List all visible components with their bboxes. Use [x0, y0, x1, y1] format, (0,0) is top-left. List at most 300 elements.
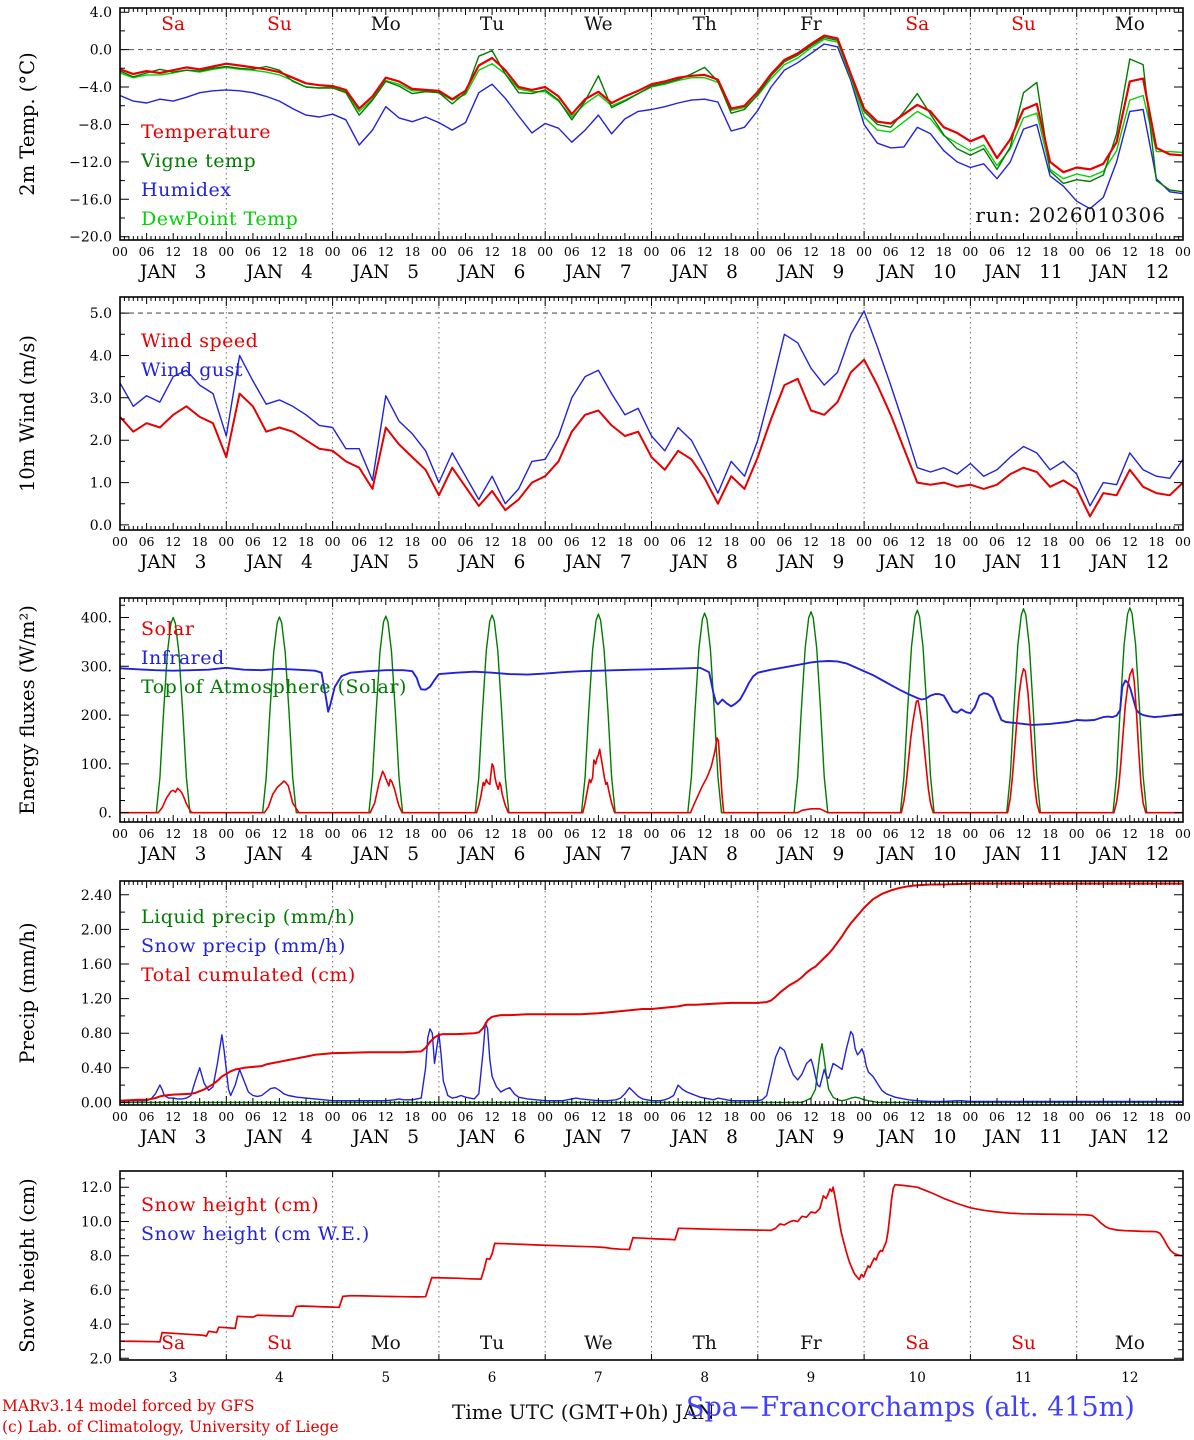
svg-text:12.0: 12.0	[80, 1180, 112, 1197]
y-tick-labels	[81, 611, 112, 822]
svg-text:18: 18	[191, 534, 208, 549]
svg-text:00: 00	[962, 826, 979, 841]
svg-text:12: 12	[1015, 826, 1032, 841]
svg-text:10.0: 10.0	[80, 1214, 112, 1231]
legend-item-wind-speed: Wind speed	[141, 330, 259, 352]
svg-text:JAN 10: JAN 10	[878, 262, 957, 283]
svg-text:JAN 4: JAN 4	[246, 1127, 313, 1148]
svg-text:00: 00	[643, 826, 660, 841]
svg-text:06: 06	[351, 244, 368, 259]
day-gridlines	[226, 8, 1076, 240]
svg-text:00: 00	[218, 534, 235, 549]
svg-text:JAN 10: JAN 10	[878, 552, 957, 573]
svg-text:−4.0: −4.0	[78, 80, 112, 97]
svg-text:12: 12	[484, 1109, 501, 1124]
legend-item-dewpoint-temp: DewPoint Temp	[141, 208, 299, 230]
svg-text:06: 06	[989, 244, 1005, 259]
svg-text:18: 18	[1042, 826, 1059, 841]
svg-text:00: 00	[749, 1109, 766, 1124]
svg-text:Tu: Tu	[479, 14, 505, 35]
svg-text:06: 06	[138, 244, 155, 259]
svg-text:18: 18	[1042, 1109, 1059, 1124]
svg-text:12: 12	[696, 826, 713, 841]
svg-text:00: 00	[749, 534, 766, 549]
svg-text:00: 00	[430, 826, 447, 841]
svg-text:18: 18	[1148, 826, 1165, 841]
svg-text:JAN 8: JAN 8	[671, 844, 738, 865]
svg-text:18: 18	[191, 244, 208, 259]
hour-labels	[112, 534, 1191, 549]
svg-text:JAN 3: JAN 3	[139, 552, 207, 573]
svg-text:JAN 8: JAN 8	[671, 1127, 738, 1148]
svg-text:06: 06	[1095, 826, 1112, 841]
svg-text:0.80: 0.80	[80, 1026, 112, 1043]
svg-text:06: 06	[670, 244, 687, 259]
y-axis-title-energy-fluxes: Energy fluxes (W/m²)	[16, 605, 39, 815]
svg-text:18: 18	[723, 244, 740, 259]
svg-text:00: 00	[856, 1109, 873, 1124]
svg-text:18: 18	[510, 244, 527, 259]
svg-text:2.00: 2.00	[80, 922, 112, 939]
svg-text:18: 18	[1042, 244, 1059, 259]
svg-text:18: 18	[616, 826, 633, 841]
svg-text:00: 00	[537, 244, 554, 259]
svg-text:06: 06	[457, 534, 474, 549]
svg-text:12: 12	[1121, 1109, 1138, 1124]
svg-text:00: 00	[112, 244, 128, 259]
svg-text:06: 06	[351, 1109, 368, 1124]
legend-item-vigne-temp: Vigne temp	[141, 150, 257, 172]
svg-text:06: 06	[457, 826, 474, 841]
svg-text:00: 00	[962, 534, 979, 549]
svg-text:00: 00	[112, 826, 128, 841]
day-date-labels	[138, 1127, 1169, 1148]
legend-snow-height	[141, 1191, 370, 1249]
svg-text:12: 12	[909, 244, 926, 259]
svg-text:18: 18	[404, 1109, 421, 1124]
y-tick-labels	[81, 888, 112, 1112]
svg-text:00: 00	[856, 534, 873, 549]
svg-text:00: 00	[643, 534, 660, 549]
svg-text:12: 12	[377, 534, 394, 549]
svg-text:06: 06	[244, 534, 261, 549]
svg-text:Su: Su	[267, 1333, 292, 1354]
svg-text:JAN 11: JAN 11	[984, 844, 1063, 865]
svg-text:300.: 300.	[80, 659, 112, 676]
svg-text:12: 12	[590, 244, 607, 259]
svg-text:12: 12	[165, 534, 182, 549]
svg-text:12: 12	[1015, 534, 1032, 549]
svg-text:4: 4	[275, 1370, 284, 1386]
legend-item-total-cumulated: Total cumulated (cm)	[141, 964, 356, 986]
svg-text:00: 00	[218, 826, 235, 841]
svg-text:00: 00	[749, 244, 766, 259]
svg-text:00: 00	[1068, 244, 1085, 259]
svg-text:−8.0: −8.0	[78, 117, 112, 134]
weekday-labels	[161, 14, 1145, 35]
svg-text:18: 18	[829, 244, 846, 259]
svg-text:JAN 6: JAN 6	[458, 844, 526, 865]
legend-item-snow-precip: Snow precip (mm/h)	[141, 935, 346, 957]
svg-text:00: 00	[430, 534, 447, 549]
svg-text:JAN 6: JAN 6	[458, 262, 526, 283]
svg-text:18: 18	[723, 826, 740, 841]
svg-text:00: 00	[962, 1109, 979, 1124]
svg-text:00: 00	[1175, 534, 1191, 549]
svg-text:0.40: 0.40	[80, 1060, 112, 1077]
svg-text:3: 3	[168, 1370, 178, 1386]
svg-text:JAN 9: JAN 9	[777, 552, 845, 573]
svg-text:12: 12	[909, 534, 926, 549]
svg-text:18: 18	[935, 534, 952, 549]
svg-text:12: 12	[1015, 1109, 1032, 1124]
svg-text:18: 18	[510, 1109, 527, 1124]
svg-text:Tu: Tu	[479, 1333, 505, 1354]
day-date-labels	[138, 262, 1169, 283]
day-date-labels	[138, 552, 1169, 573]
y-tick-labels	[81, 1180, 112, 1367]
svg-text:6.0: 6.0	[89, 1282, 112, 1299]
svg-text:12: 12	[802, 826, 819, 841]
svg-text:−12.0: −12.0	[69, 154, 112, 171]
svg-text:18: 18	[723, 534, 740, 549]
svg-text:18: 18	[510, 826, 527, 841]
svg-text:−20.0: −20.0	[69, 229, 112, 246]
svg-text:00: 00	[1068, 534, 1085, 549]
svg-text:00: 00	[856, 244, 873, 259]
svg-text:12: 12	[271, 826, 288, 841]
svg-text:06: 06	[138, 1109, 155, 1124]
legend-item-humidex: Humidex	[141, 179, 232, 201]
svg-text:JAN 9: JAN 9	[777, 262, 845, 283]
svg-text:00: 00	[324, 534, 341, 549]
svg-text:Su: Su	[1011, 14, 1036, 35]
svg-text:18: 18	[935, 1109, 952, 1124]
svg-text:06: 06	[776, 826, 793, 841]
svg-text:12: 12	[165, 244, 182, 259]
svg-text:06: 06	[563, 534, 580, 549]
svg-text:Th: Th	[692, 1333, 717, 1354]
svg-text:18: 18	[935, 826, 952, 841]
svg-text:10: 10	[908, 1370, 926, 1386]
svg-text:06: 06	[882, 244, 899, 259]
svg-text:00: 00	[1068, 1109, 1085, 1124]
svg-text:12: 12	[271, 244, 288, 259]
svg-text:06: 06	[457, 1109, 474, 1124]
svg-text:06: 06	[563, 244, 580, 259]
svg-text:18: 18	[723, 1109, 740, 1124]
svg-text:2.40: 2.40	[80, 887, 112, 904]
svg-text:12: 12	[802, 244, 819, 259]
legend-item-snow-height-we: Snow height (cm W.E.)	[141, 1223, 370, 1245]
svg-text:06: 06	[989, 534, 1005, 549]
svg-text:18: 18	[298, 244, 314, 259]
svg-text:00: 00	[1175, 1109, 1191, 1124]
y-axis-title-snow-height: Snow height (cm)	[16, 1178, 39, 1353]
svg-text:Mo: Mo	[370, 1333, 401, 1354]
svg-text:18: 18	[404, 534, 421, 549]
svg-text:06: 06	[989, 826, 1005, 841]
svg-text:18: 18	[191, 826, 208, 841]
svg-text:12: 12	[696, 244, 713, 259]
y-tick-labels	[90, 306, 112, 534]
svg-text:18: 18	[616, 534, 633, 549]
svg-text:18: 18	[829, 826, 846, 841]
svg-text:00: 00	[856, 826, 873, 841]
svg-text:4.0: 4.0	[89, 1317, 112, 1334]
svg-text:06: 06	[138, 534, 155, 549]
svg-text:12: 12	[909, 1109, 926, 1124]
svg-text:JAN 7: JAN 7	[565, 552, 632, 573]
svg-text:18: 18	[1148, 244, 1165, 259]
hour-labels	[112, 244, 1191, 259]
model-credit-line1: MARv3.14 model forced by GFS	[2, 1397, 255, 1415]
svg-text:06: 06	[670, 1109, 687, 1124]
svg-text:00: 00	[112, 534, 128, 549]
svg-text:12: 12	[1121, 534, 1138, 549]
svg-text:Sa: Sa	[161, 1333, 186, 1354]
svg-text:0.0: 0.0	[89, 517, 112, 534]
svg-text:06: 06	[989, 1109, 1005, 1124]
svg-text:0.: 0.	[98, 805, 112, 822]
svg-text:00: 00	[218, 244, 235, 259]
svg-text:JAN 5: JAN 5	[352, 262, 420, 283]
svg-text:JAN 12: JAN 12	[1090, 262, 1170, 283]
svg-text:06: 06	[563, 826, 580, 841]
svg-text:00: 00	[537, 826, 554, 841]
legend-temperature	[141, 118, 298, 234]
model-credit-line2: (c) Lab. of Climatology, University of Liege	[2, 1418, 339, 1436]
svg-text:06: 06	[776, 1109, 793, 1124]
svg-text:JAN 3: JAN 3	[139, 262, 207, 283]
svg-text:JAN 10: JAN 10	[878, 844, 957, 865]
svg-text:12: 12	[1015, 244, 1032, 259]
svg-text:00: 00	[324, 244, 341, 259]
svg-text:06: 06	[1095, 244, 1112, 259]
svg-text:06: 06	[244, 826, 261, 841]
svg-text:00: 00	[537, 1109, 554, 1124]
legend-energy	[141, 615, 407, 702]
svg-text:9: 9	[806, 1370, 816, 1386]
svg-text:18: 18	[935, 244, 952, 259]
svg-text:Sa: Sa	[905, 1333, 930, 1354]
svg-text:12: 12	[802, 1109, 819, 1124]
svg-text:Sa: Sa	[905, 14, 930, 35]
day-date-labels	[138, 844, 1169, 865]
svg-text:We: We	[584, 1333, 613, 1354]
svg-text:1.0: 1.0	[89, 475, 112, 492]
svg-text:JAN 3: JAN 3	[139, 1127, 207, 1148]
svg-text:06: 06	[882, 826, 899, 841]
svg-text:12: 12	[1121, 244, 1138, 259]
svg-text:4.0: 4.0	[89, 348, 112, 365]
svg-text:18: 18	[404, 826, 421, 841]
svg-text:JAN 5: JAN 5	[352, 844, 420, 865]
svg-text:00: 00	[537, 534, 554, 549]
legend-item-snow-height: Snow height (cm)	[141, 1194, 320, 1216]
svg-text:12: 12	[484, 244, 501, 259]
svg-text:JAN 4: JAN 4	[246, 844, 313, 865]
svg-text:12: 12	[696, 534, 713, 549]
svg-text:06: 06	[670, 826, 687, 841]
svg-text:18: 18	[298, 534, 314, 549]
svg-text:JAN 11: JAN 11	[984, 1127, 1063, 1148]
svg-text:18: 18	[404, 244, 421, 259]
svg-text:JAN 12: JAN 12	[1090, 552, 1170, 573]
svg-text:06: 06	[457, 244, 474, 259]
svg-text:12: 12	[590, 1109, 607, 1124]
weekday-labels	[161, 1333, 1145, 1354]
svg-text:5: 5	[381, 1370, 391, 1386]
svg-text:00: 00	[749, 826, 766, 841]
legend-item-infrared: Infrared	[141, 647, 225, 669]
svg-text:18: 18	[1148, 1109, 1165, 1124]
svg-text:−16.0: −16.0	[69, 192, 112, 209]
svg-text:We: We	[584, 14, 613, 35]
svg-text:JAN 9: JAN 9	[777, 844, 845, 865]
svg-text:Mo: Mo	[1114, 1333, 1145, 1354]
svg-text:00: 00	[643, 244, 660, 259]
svg-text:JAN 8: JAN 8	[671, 262, 738, 283]
svg-text:18: 18	[191, 1109, 208, 1124]
svg-text:12: 12	[377, 826, 394, 841]
svg-text:12: 12	[377, 1109, 394, 1124]
svg-text:00: 00	[962, 244, 979, 259]
svg-text:JAN 6: JAN 6	[458, 552, 526, 573]
svg-text:12: 12	[802, 534, 819, 549]
svg-text:Mo: Mo	[1114, 14, 1145, 35]
svg-text:18: 18	[298, 1109, 314, 1124]
svg-text:JAN 7: JAN 7	[565, 1127, 632, 1148]
svg-text:12: 12	[696, 1109, 713, 1124]
svg-text:JAN 7: JAN 7	[565, 262, 632, 283]
svg-text:18: 18	[829, 534, 846, 549]
svg-text:06: 06	[244, 1109, 261, 1124]
svg-text:JAN 10: JAN 10	[878, 1127, 957, 1148]
svg-text:00: 00	[643, 1109, 660, 1124]
legend-precip	[141, 903, 356, 990]
legend-item-liquid-precip: Liquid precip (mm/h)	[141, 906, 356, 928]
svg-text:18: 18	[829, 1109, 846, 1124]
svg-text:00: 00	[1175, 244, 1191, 259]
svg-text:1.60: 1.60	[80, 957, 112, 974]
svg-text:00: 00	[1068, 826, 1085, 841]
svg-text:JAN 11: JAN 11	[984, 262, 1063, 283]
svg-text:11: 11	[1014, 1370, 1033, 1386]
svg-text:7: 7	[594, 1370, 603, 1386]
legend-item-wind-gust: Wind gust	[141, 359, 243, 381]
station-title: Spa−Francorchamps (alt. 415m)	[686, 1392, 1135, 1423]
svg-text:Mo: Mo	[370, 14, 401, 35]
y-axis-title-precip: Precip (mm/h)	[16, 922, 39, 1064]
svg-text:06: 06	[244, 244, 261, 259]
svg-text:JAN 3: JAN 3	[139, 844, 207, 865]
svg-text:JAN 7: JAN 7	[565, 844, 632, 865]
svg-text:12: 12	[590, 826, 607, 841]
svg-text:0.00: 0.00	[80, 1095, 112, 1112]
y-axis-title-wind: 10m Wind (m/s)	[16, 335, 39, 492]
svg-text:18: 18	[1042, 534, 1059, 549]
svg-text:12: 12	[909, 826, 926, 841]
svg-text:Su: Su	[267, 14, 292, 35]
svg-text:2.0: 2.0	[89, 1351, 112, 1368]
svg-text:4.0: 4.0	[89, 5, 112, 22]
svg-text:2.0: 2.0	[89, 433, 112, 450]
svg-text:100.: 100.	[80, 756, 112, 773]
svg-text:JAN 5: JAN 5	[352, 552, 420, 573]
svg-text:200.: 200.	[80, 708, 112, 725]
svg-text:06: 06	[563, 1109, 580, 1124]
svg-text:JAN 9: JAN 9	[777, 1127, 845, 1148]
svg-text:00: 00	[324, 826, 341, 841]
svg-text:3.0: 3.0	[89, 390, 112, 407]
svg-text:JAN 8: JAN 8	[671, 552, 738, 573]
y-axis-title-temperature: 2m Temp. (°C)	[16, 52, 39, 196]
svg-text:Sa: Sa	[161, 14, 186, 35]
svg-text:06: 06	[1095, 1109, 1112, 1124]
svg-text:JAN 12: JAN 12	[1090, 1127, 1170, 1148]
hour-labels	[112, 826, 1191, 841]
svg-text:12: 12	[1121, 1370, 1139, 1386]
svg-text:Fr: Fr	[800, 14, 822, 35]
model-run-label: run: 2026010306	[975, 203, 1166, 227]
svg-text:JAN 12: JAN 12	[1090, 844, 1170, 865]
svg-text:18: 18	[298, 826, 314, 841]
svg-text:6: 6	[487, 1370, 497, 1386]
svg-text:JAN 11: JAN 11	[984, 552, 1063, 573]
svg-text:JAN 5: JAN 5	[352, 1127, 420, 1148]
svg-text:00: 00	[1175, 826, 1191, 841]
model-credits	[2, 1396, 339, 1438]
svg-text:Su: Su	[1011, 1333, 1036, 1354]
svg-text:06: 06	[1095, 534, 1112, 549]
svg-text:06: 06	[670, 534, 687, 549]
svg-text:12: 12	[271, 1109, 288, 1124]
day-gridlines	[226, 297, 1076, 530]
svg-text:00: 00	[218, 1109, 235, 1124]
svg-text:12: 12	[590, 534, 607, 549]
svg-text:18: 18	[616, 244, 633, 259]
svg-text:06: 06	[776, 534, 793, 549]
svg-text:06: 06	[882, 1109, 899, 1124]
svg-text:18: 18	[1148, 534, 1165, 549]
svg-text:Th: Th	[692, 14, 717, 35]
svg-text:12: 12	[165, 826, 182, 841]
svg-text:12: 12	[484, 534, 501, 549]
svg-text:JAN 6: JAN 6	[458, 1127, 526, 1148]
day-number-labels	[169, 1370, 1139, 1386]
svg-text:12: 12	[165, 1109, 182, 1124]
svg-text:12: 12	[1121, 826, 1138, 841]
svg-text:JAN 4: JAN 4	[246, 552, 313, 573]
svg-text:06: 06	[138, 826, 155, 841]
svg-text:00: 00	[430, 1109, 447, 1124]
legend-item-toa-solar: Top of Atmosphere (Solar)	[141, 676, 407, 698]
svg-text:00: 00	[112, 1109, 128, 1124]
svg-text:18: 18	[616, 1109, 633, 1124]
svg-text:06: 06	[882, 534, 899, 549]
svg-text:JAN 4: JAN 4	[246, 262, 313, 283]
svg-text:00: 00	[324, 1109, 341, 1124]
hour-labels	[112, 1109, 1191, 1124]
svg-text:06: 06	[351, 534, 368, 549]
svg-text:8: 8	[700, 1370, 709, 1386]
svg-text:1.20: 1.20	[80, 991, 112, 1008]
svg-text:12: 12	[484, 826, 501, 841]
svg-text:12: 12	[377, 244, 394, 259]
svg-text:06: 06	[351, 826, 368, 841]
svg-text:06: 06	[776, 244, 793, 259]
